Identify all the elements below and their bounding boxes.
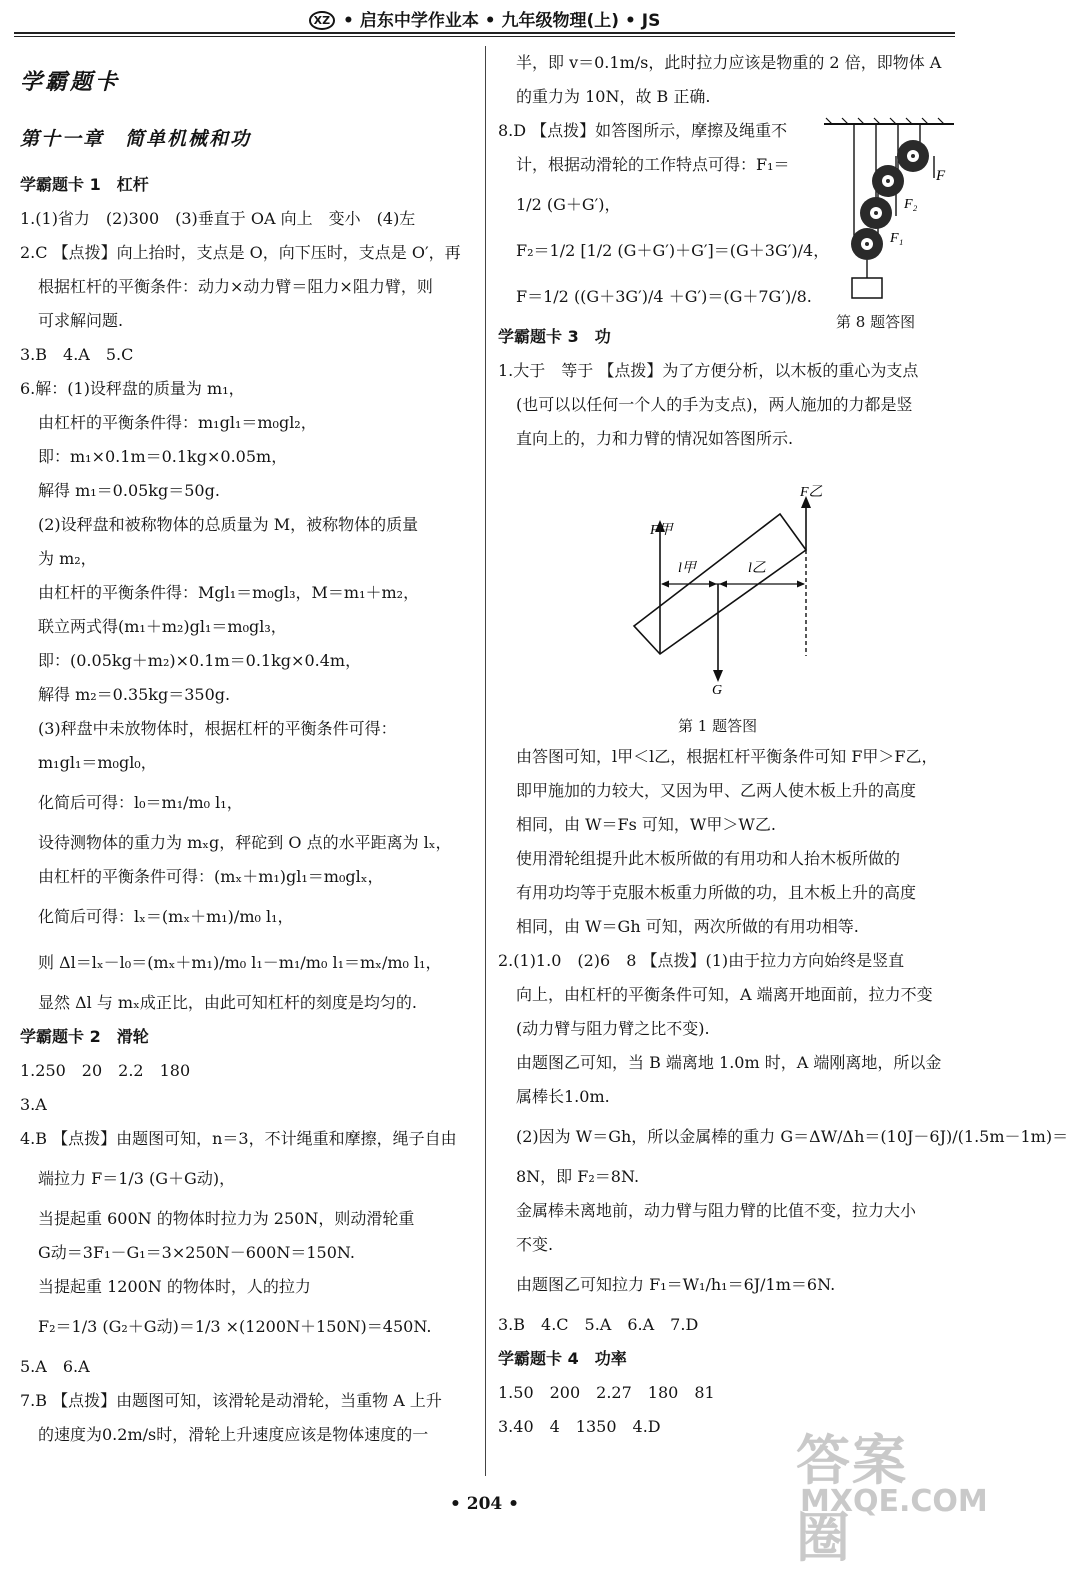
page-title: 学霸题卡 — [20, 69, 121, 95]
answer-line: 相同，由 W＝Gh 可知，两次所做的有用功相等. — [516, 917, 859, 936]
lever-diagram — [620, 476, 830, 696]
answer-line: 由题图乙可知，当 B 端离地 1.0m 时，A 端刚离地，所以金 — [516, 1053, 942, 1072]
answer-line: F＝1/2 ((G＋3G′)/4 ＋G′)＝(G＋7G′)/8. — [516, 287, 812, 306]
answer-line: (3)秤盘中未放物体时，根据杠杆的平衡条件可得： — [38, 719, 397, 738]
answer-line: 1.50 200 2.27 180 81 — [498, 1383, 715, 1402]
answer-line: 1/2 (G＋G′)， — [516, 195, 621, 214]
answer-line: 显然 Δl 与 mₓ成正比，由此可知杠杆的刻度是均匀的. — [38, 993, 417, 1012]
answer-line: G动＝3F₁－G₁＝3×250N－600N＝150N. — [38, 1243, 355, 1262]
chapter-title: 第十一章 简单机械和功 — [20, 128, 252, 150]
answer-line: 3.B 4.C 5.A 6.A 7.D — [498, 1315, 699, 1334]
header-rule-thin — [14, 36, 955, 37]
page-number: • 204 • — [449, 1494, 520, 1514]
force-label-F: F — [936, 168, 946, 184]
answer-line: 化简后可得：lₓ＝(mₓ＋m₁)/m₀ l₁， — [38, 907, 294, 926]
section-heading: 学霸题卡 3 功 — [498, 327, 611, 346]
pulley-diagram — [818, 116, 958, 336]
right-top-lines — [498, 46, 942, 320]
answer-line: 4.B 【点拨】由题图可知，n＝3，不计绳重和摩擦，绳子自由 — [20, 1129, 457, 1148]
answer-line: (也可以以任何一个人的手为支点)，两人施加的力都是竖 — [516, 395, 913, 414]
answer-line: 使用滑轮组提升此木板所做的有用功和人抬木板所做的 — [516, 849, 901, 868]
answer-line: 由答图可知，l甲＜l乙，根据杠杆平衡条件可知 F甲＞F乙， — [516, 747, 938, 766]
label-F-jia: F甲 — [650, 523, 673, 538]
label-l-jia: l甲 — [678, 561, 696, 576]
header-title-row — [0, 6, 969, 31]
right-mid-lines — [498, 320, 953, 456]
answer-line: 相同，由 W＝Fs 可知，W甲＞W乙. — [516, 815, 776, 834]
answer-line: 5.A 6.A — [20, 1357, 90, 1376]
right-bottom-column — [498, 740, 1068, 1444]
answer-line: 即甲施加的力较大，又因为甲、乙两人使木板上升的高度 — [516, 781, 917, 800]
hanging-weight — [852, 278, 882, 298]
answer-line: 8.D 【点拨】如答图所示，摩擦及绳重不 — [498, 121, 788, 140]
answer-line: 为 m₂， — [38, 549, 97, 568]
answer-line: 8N，即 F₂＝8N. — [516, 1167, 640, 1186]
page-header — [0, 0, 969, 34]
answer-line: 3.A — [20, 1095, 47, 1114]
answer-line: 1.250 20 2.2 180 — [20, 1061, 191, 1080]
left-answer-lines — [20, 168, 475, 1452]
answer-line: 由题图乙可知拉力 F₁＝W₁/h₁＝6J/1m＝6N. — [516, 1275, 836, 1294]
answer-line: m₁gl₁＝m₀gl₀， — [38, 753, 157, 772]
answer-line: 的速度为0.2m/s时，滑轮上升速度应该是物体速度的一 — [38, 1425, 429, 1444]
answer-line: 7.B 【点拨】由题图可知，该滑轮是动滑轮，当重物 A 上升 — [20, 1391, 442, 1410]
figure-8-caption: 第 8 题答图 — [836, 313, 916, 331]
answer-line: 半，即 v＝0.1m/s，此时拉力应该是物重的 2 倍，即物体 A — [516, 53, 942, 72]
publisher-logo: XZ — [309, 11, 335, 30]
label-l-yi: l乙 — [748, 561, 766, 576]
answer-line: F₂＝1/3 (G₂＋G动)＝1/3 ×(1200N＋150N)＝450N. — [38, 1317, 432, 1336]
answer-line: 不变. — [516, 1235, 554, 1254]
force-label-F2: F₂ — [904, 197, 918, 212]
answer-line: 3.B 4.A 5.C — [20, 345, 134, 364]
answer-line: 设待测物体的重力为 mₓg，秤砣到 O 点的水平距离为 lₓ， — [38, 833, 452, 852]
answer-line: 即：(0.05kg＋m₂)×0.1m＝0.1kg×0.4m， — [38, 651, 362, 670]
answer-line: 当提起重 1200N 的物体时，人的拉力 — [38, 1277, 311, 1296]
answer-line: 金属棒未离地前，动力臂与阻力臂的比值不变，拉力大小 — [516, 1201, 917, 1220]
answer-line: 向上，由杠杆的平衡条件可知，A 端离开地面前，拉力不变 — [516, 985, 933, 1004]
answer-line: 由杠杆的平衡条件可得：(mₓ＋m₁)gl₁＝m₀glₓ， — [38, 867, 384, 886]
answer-line: 联立两式得(m₁＋m₂)gl₁＝m₀gl₃， — [38, 617, 287, 636]
figure-1-caption: 第 1 题答图 — [678, 717, 758, 735]
watermark-text: 答案圈 — [796, 1429, 908, 1569]
left-column — [20, 62, 475, 1452]
answer-line: 由杠杆的平衡条件得：Mgl₁＝m₀gl₃，M＝m₁＋m₂， — [38, 583, 420, 602]
column-divider — [485, 46, 486, 1476]
label-F-yi: F乙 — [800, 485, 823, 500]
answer-line: 直向上的，力和力臂的情况如答图所示. — [516, 429, 794, 448]
answer-line: 根据杠杆的平衡条件：动力×动力臂＝阻力×阻力臂，则 — [38, 277, 433, 296]
section-heading: 学霸题卡 4 功率 — [498, 1349, 627, 1368]
answer-line: 则 Δl＝lₓ－l₀＝(mₓ＋m₁)/m₀ l₁－m₁/m₀ l₁＝mₓ/m₀ l₁， — [38, 953, 442, 972]
answer-line: 可求解问题. — [38, 311, 124, 330]
answer-line: (2)设秤盘和被称物体的总质量为 M，被称物体的质量 — [38, 515, 419, 534]
answer-line: 化简后可得：l₀＝m₁/m₀ l₁， — [38, 793, 243, 812]
force-label-F1: F₁ — [890, 231, 904, 246]
answer-line: 由杠杆的平衡条件得：m₁gl₁＝m₀gl₂， — [38, 413, 317, 432]
answer-line: (动力臂与阻力臂之比不变). — [516, 1019, 710, 1038]
answer-line: 计，根据动滑轮的工作特点可得：F₁＝ — [516, 155, 790, 174]
answer-line: 解得 m₂＝0.35kg＝350g. — [38, 685, 231, 704]
answer-line: 2.(1)1.0 (2)6 8 【点拨】(1)由于拉力方向始终是竖直 — [498, 951, 905, 970]
answer-line: 3.40 4 1350 4.D — [498, 1417, 661, 1436]
answer-line: 端拉力 F＝1/3 (G＋G动)， — [38, 1169, 236, 1188]
answer-line: 的重力为 10N，故 B 正确. — [516, 87, 711, 106]
label-G: G — [712, 683, 723, 698]
answer-line: F₂＝1/2 [1/2 (G＋G′)＋G′]＝(G＋3G′)/4， — [516, 241, 830, 260]
answer-line: 6.解：(1)设秤盘的质量为 m₁， — [20, 379, 245, 398]
header-rule — [14, 32, 955, 34]
header-title: • 启东中学作业本 • 九年级物理(上) • JS — [343, 11, 661, 31]
section-heading: 学霸题卡 2 滑轮 — [20, 1027, 149, 1046]
answer-line: 1.大于 等于 【点拨】为了方便分析，以木板的重心为支点 — [498, 361, 919, 380]
answer-line: 1.(1)省力 (2)300 (3)垂直于 OA 向上 变小 (4)左 — [20, 209, 416, 228]
answer-line: 当提起重 600N 的物体时拉力为 250N，则动滑轮重 — [38, 1209, 415, 1228]
answer-line: 2.C 【点拨】向上抬时，支点是 O，向下压时，支点是 O′，再 — [20, 243, 461, 262]
right-bottom-lines — [498, 740, 1068, 1444]
answer-line: (2)因为 W＝Gh，所以金属棒的重力 G＝ΔW/Δh＝(10J－6J)/(1.5m－1m)＝ — [516, 1127, 1068, 1146]
answer-line: 属棒长1.0m. — [516, 1087, 610, 1106]
section-heading: 学霸题卡 1 杠杆 — [20, 175, 149, 194]
answer-line: 有用功均等于克服木板重力所做的功，且木板上升的高度 — [516, 883, 917, 902]
watermark — [790, 1418, 988, 1569]
watermark-url: MXQE.COM — [800, 1484, 988, 1519]
answer-line: 即：m₁×0.1m＝0.1kg×0.05m， — [38, 447, 288, 466]
answer-line: 解得 m₁＝0.05kg＝50g. — [38, 481, 220, 500]
